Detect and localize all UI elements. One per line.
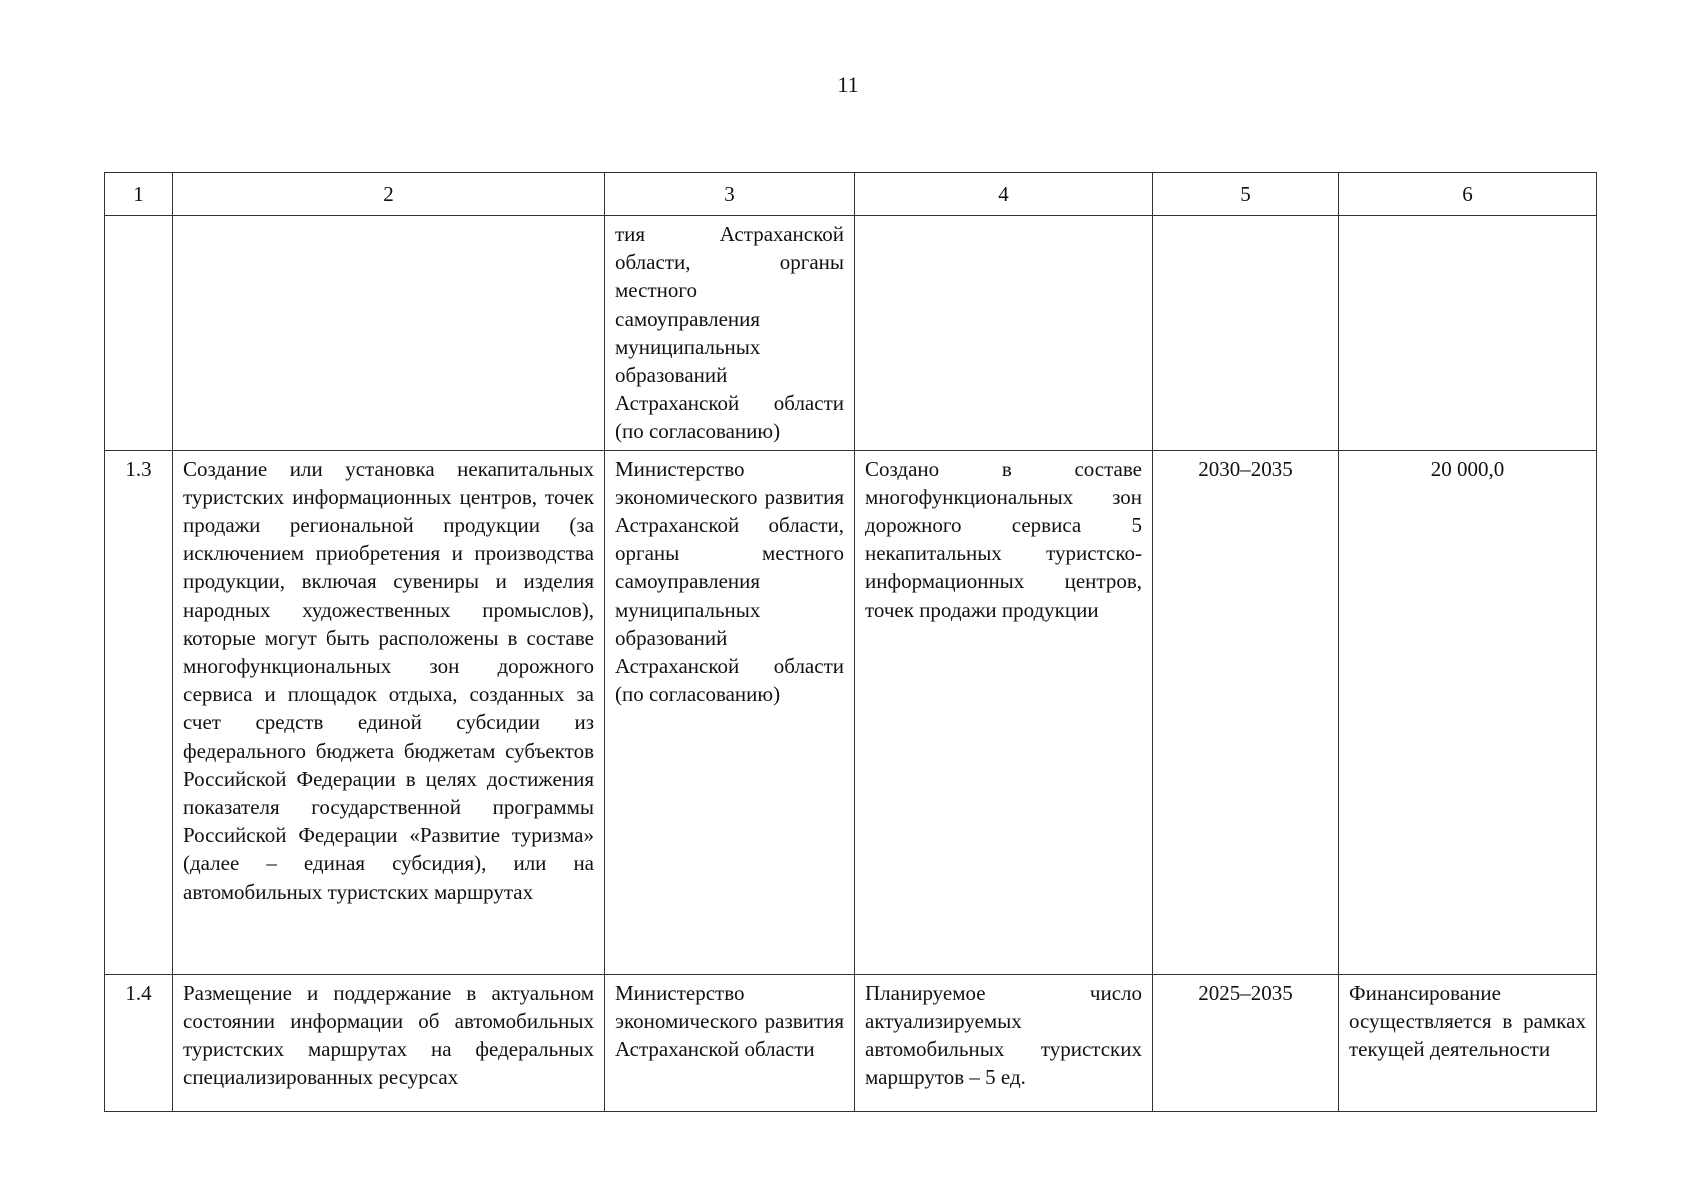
row-number: 1.3: [105, 450, 173, 974]
table-row: [105, 974, 1597, 1111]
table-row: [105, 450, 1597, 974]
years-cell: 2025–2035: [1153, 974, 1339, 1111]
executor-cell: тия Астраханской области, органы местного самоуправления муниципальных образований Астраханской области (по согласованию): [605, 216, 855, 451]
row-number: 1.4: [105, 974, 173, 1111]
header-col-3: 3: [605, 173, 855, 216]
executor-cell: Министерство экономического развития Астраханской области, органы местного самоуправления муниципальных образований Астраханской области (по согласованию): [605, 450, 855, 974]
measure-cell: [173, 216, 605, 451]
header-col-4: 4: [855, 173, 1153, 216]
header-col-2: 2: [173, 173, 605, 216]
measure-cell: Создание или установка некапитальных туристских информационных центров, точек продажи региональной продукции (за исключением приобретения и производства продукции, включая сувениры и изделия народных художественных промыслов), которые могут быть расположены в составе многофункциональных зон дорожного сервиса и площадок отдыха, созданных за счет средств единой субсидии из федерального бюджета бюджетам субъектов Российской Федерации в целях достижения показателя государственной программы Российской Федерации «Развитие туризма» (далее – единая субсидия), или на автомобильных туристских маршрутах: [173, 450, 605, 974]
page-number: 11: [837, 72, 859, 97]
amount-cell: 20 000,0: [1339, 450, 1597, 974]
row-number: [105, 216, 173, 451]
result-cell: Планируемое число актуализируемых автомобильных туристских маршрутов – 5 ед.: [855, 974, 1153, 1111]
header-col-6: 6: [1339, 173, 1597, 216]
header-row: [105, 173, 1597, 216]
table-header: [105, 173, 1597, 216]
measures-table: [104, 172, 1597, 1112]
years-cell: [1153, 216, 1339, 451]
header-col-1: 1: [105, 173, 173, 216]
executor-cell: Министерство экономического развития Астраханской области: [605, 974, 855, 1111]
amount-cell: Финансирование осуществляется в рамках текущей деятельности: [1339, 974, 1597, 1111]
result-cell: Создано в составе многофункциональных зон дорожного сервиса 5 некапитальных туристско-информационных центров, точек продажи продукции: [855, 450, 1153, 974]
amount-cell: [1339, 216, 1597, 451]
years-cell: 2030–2035: [1153, 450, 1339, 974]
result-cell: [855, 216, 1153, 451]
header-col-5: 5: [1153, 173, 1339, 216]
table-row: [105, 216, 1597, 451]
measure-cell: Размещение и поддержание в актуальном состоянии информации об автомобильных туристских маршрутах на федеральных специализированных ресурсах: [173, 974, 605, 1111]
